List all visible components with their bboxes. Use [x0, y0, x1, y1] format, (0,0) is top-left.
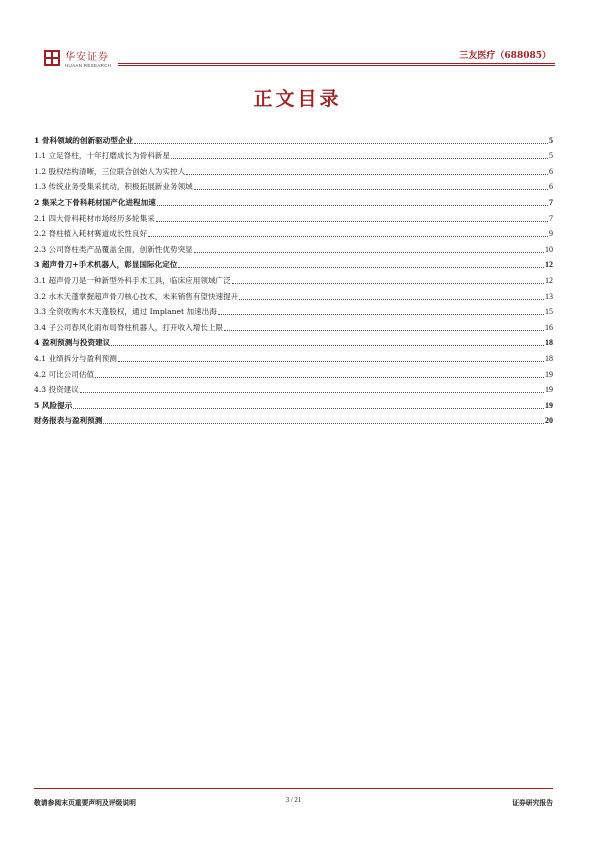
- toc-entry-page: 10: [545, 244, 553, 254]
- toc-dot-leader: [186, 173, 548, 175]
- toc-dot-leader: [239, 298, 544, 300]
- toc-entry-title: 1.2 股权结构清晰，三位联合创始人为实控人: [34, 166, 186, 176]
- toc-entry-page: 5: [549, 135, 553, 145]
- toc-entry-title: 3 超声骨刀+手术机器人，彰显国际化定位: [34, 260, 178, 270]
- huaan-logo-icon: [44, 50, 60, 66]
- toc-entry[interactable]: [34, 364, 553, 380]
- toc-entry[interactable]: [34, 317, 553, 333]
- toc-entry-title: 1 骨科领域的创新驱动型企业: [34, 135, 134, 145]
- toc-dot-leader: [156, 220, 548, 222]
- toc-entry-page: 16: [545, 322, 553, 332]
- toc-entry-page: 7: [549, 213, 553, 223]
- toc-entry[interactable]: [34, 380, 553, 396]
- toc-dot-leader: [218, 313, 544, 315]
- toc-entry-page: 19: [545, 385, 553, 395]
- toc-entry-page: 18: [545, 338, 553, 348]
- toc-dot-leader: [103, 422, 544, 424]
- toc-entry-page: 6: [549, 182, 553, 192]
- toc-dot-leader: [194, 251, 544, 253]
- toc-entry-page: 20: [545, 416, 553, 426]
- toc-dot-leader: [224, 329, 544, 331]
- toc-entry-page: 19: [545, 369, 553, 379]
- toc-entry[interactable]: [34, 146, 553, 162]
- toc-dot-leader: [194, 188, 548, 190]
- logo-cn-text: 华安证券: [65, 52, 109, 63]
- toc-dot-leader: [148, 235, 548, 237]
- footer-report-type: 证券研究报告: [512, 799, 553, 807]
- page-header: [40, 44, 555, 74]
- toc-entry[interactable]: [34, 239, 553, 255]
- toc-entry-title: 2.2 脊柱植入耗材赛道成长性良好: [34, 229, 148, 239]
- toc-entry[interactable]: [34, 161, 553, 177]
- toc-entry-page: 18: [545, 353, 553, 363]
- toc-entry[interactable]: [34, 302, 553, 318]
- toc-entry[interactable]: [34, 177, 553, 193]
- toc-entry-page: 12: [545, 275, 553, 285]
- toc-entry-title: 2.1 四大骨科耗材市场经历多轮集采: [34, 213, 155, 223]
- toc-entry[interactable]: [34, 224, 553, 240]
- toc-entry-page: 19: [545, 400, 553, 410]
- toc-entry-page: 15: [545, 307, 553, 317]
- toc-entry-page: 13: [545, 291, 553, 301]
- toc-entry-title: 4.3 投资建议: [34, 385, 79, 395]
- toc-entry-title: 2.3 公司脊柱类产品覆盖全面，创新性优势突显: [34, 244, 193, 254]
- toc-dot-leader: [95, 376, 544, 378]
- toc-dot-leader: [80, 391, 544, 393]
- toc-entry-title: 2 集采之下骨科耗材国产化进程加速: [34, 197, 156, 207]
- toc-dot-leader: [134, 142, 548, 144]
- footer-disclaimer: 敬请参阅末页重要声明及评级说明: [34, 799, 136, 807]
- toc-entry[interactable]: [34, 348, 553, 364]
- toc-entry-page: 5: [549, 151, 553, 161]
- toc-entry[interactable]: [34, 192, 553, 208]
- toc-entry-title: 1.1 立足脊柱，十年打磨成长为骨科新星: [34, 151, 170, 161]
- toc-entry-title: 3.2 水木天蓬掌握超声骨刀核心技术，未来销售有望快速提升: [34, 291, 239, 301]
- footer-divider: [34, 788, 553, 789]
- toc-entry-title: 3.3 全资收购水木天蓬股权，通过 Implanet 加速出海: [34, 307, 217, 317]
- toc-entry-title: 3.1 超声骨刀是一种新型外科手术工具，临床应用领域广泛: [34, 275, 231, 285]
- company-name: 三友医疗（688085）: [459, 51, 551, 61]
- toc-entry-page: 7: [549, 197, 553, 207]
- page-title: 正文目录: [253, 88, 342, 110]
- toc-entry-title: 5 风险提示: [34, 400, 73, 410]
- toc-entry-page: 6: [549, 166, 553, 176]
- toc-entry-title: 4.1 业绩拆分与盈利预测: [34, 353, 117, 363]
- toc-entry-page: 9: [549, 229, 553, 239]
- page-number: 3 / 21: [285, 797, 302, 804]
- table-of-contents: [34, 130, 553, 426]
- toc-entry-title: 3.4 子公司春风化雨布局脊柱机器人，打开收入增长上限: [34, 322, 224, 332]
- header-divider: [118, 63, 555, 64]
- toc-entry[interactable]: [34, 270, 553, 286]
- toc-dot-leader: [178, 266, 544, 268]
- toc-entry-page: 12: [545, 260, 553, 270]
- header-divider-secondary: [118, 65, 555, 66]
- toc-entry[interactable]: [34, 411, 553, 427]
- toc-entry[interactable]: [34, 395, 553, 411]
- toc-entry[interactable]: [34, 130, 553, 146]
- toc-dot-leader: [232, 282, 544, 284]
- toc-dot-leader: [171, 157, 548, 159]
- toc-dot-leader: [118, 360, 544, 362]
- toc-entry[interactable]: [34, 208, 553, 224]
- toc-dot-leader: [111, 344, 544, 346]
- toc-entry[interactable]: [34, 255, 553, 271]
- toc-entry-title: 4 盈利预测与投资建议: [34, 338, 111, 348]
- logo-en-text: HUAAN RESEARCH: [65, 63, 112, 68]
- toc-entry[interactable]: [34, 333, 553, 349]
- toc-entry[interactable]: [34, 286, 553, 302]
- toc-entry-title: 1.3 传统业务受集采扰动，积极拓展新业务领域: [34, 182, 193, 192]
- toc-entry-title: 4.2 可比公司估值: [34, 369, 95, 379]
- toc-dot-leader: [157, 204, 548, 206]
- toc-entry-title: 财务报表与盈利预测: [34, 416, 103, 426]
- page-footer: [34, 788, 553, 808]
- toc-dot-leader: [73, 407, 544, 409]
